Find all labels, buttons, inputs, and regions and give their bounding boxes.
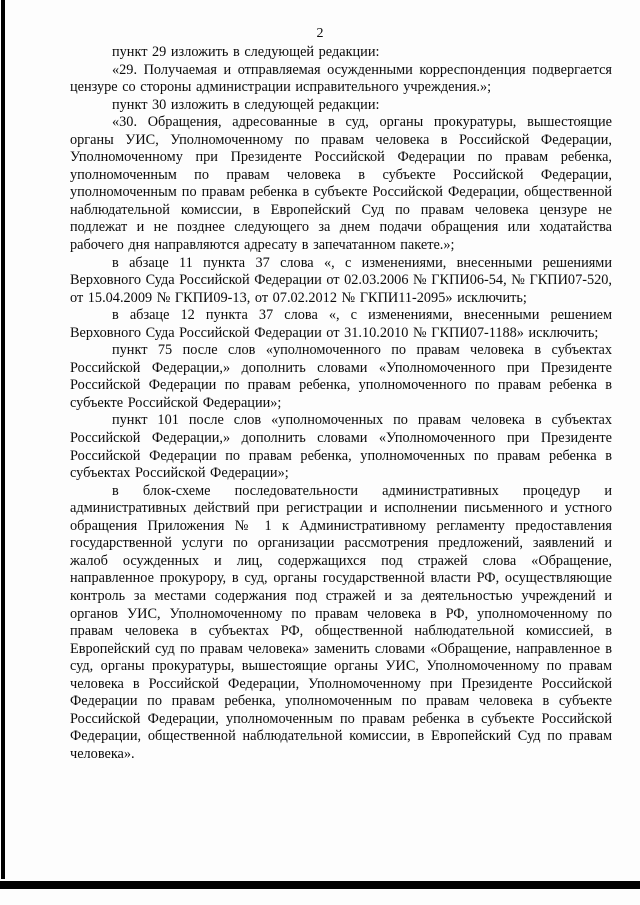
- scan-artifact-bottom-edge: [0, 881, 640, 889]
- paragraph: в блок-схеме последовательности административных процедур и административных действий при регистрации и исполнении письменного и устного обращения Приложения № 1 к Административному регламенту предоставления государственной услуги по организации рассмотрения предложений, заявлений и жалоб осужденных и лиц, содержащихся под стражей слова «Обращение, направленное прокурору, в суд, органы государственной власти РФ, осуществляющие контроль за местами содержания под стражей и за деятельностью учреждений и органов УИС, Уполномоченному по правам человека в РФ, уполномоченному по правам человека в субъектах РФ, общественной наблюдательной комиссией, в Европейский суд по правам человека» заменить словами «Обращение, направленное в суд, органы прокуратуры, вышестоящие органы УИС, Уполномоченному по правам человека в Российской Федерации, Уполномоченному при Президенте Российской Федерации по правам ребенка, уполномоченным по правам человека в субъекте Российской Федерации, уполномоченным по правам ребенка в субъекте Российской Федерации, общественной наблюдательной комиссии, в Европейский Суд по правам человека».: [70, 482, 612, 762]
- paragraph: в абзаце 12 пункта 37 слова «, с изменениями, внесенными решением Верховного Суда Российской Федерации от 31.10.2010 № ГКПИ07-1188» исключить;: [70, 307, 612, 341]
- paragraph: «30. Обращения, адресованные в суд, органы прокуратуры, вышестоящие органы УИС, Уполномоченному по правам человека в Российской Федерации, Уполномоченному при Президенте Российской Федерации по правам ребенка, уполномоченным по правам человека в субъекте Российской Федерации, уполномоченным по правам ребенка в субъекте Российской Федерации, общественной наблюдательной комиссии, в Европейский Суд по правам человека цензуре не подлежат и не позднее следующего за днем подачи обращения или ходатайства рабочего дня направляются адресату в запечатанном пакете.»;: [70, 114, 612, 254]
- paragraph: «29. Получаемая и отправляемая осужденными корреспонденция подвергается цензуре со стороны администрации исправительного учреждения.»;: [70, 61, 612, 96]
- page-number: 2: [316, 26, 324, 41]
- document-body: [70, 44, 612, 763]
- paragraph: пункт 30 изложить в следующей редакции:: [112, 96, 380, 113]
- paragraph: в абзаце 11 пункта 37 слова «, с изменениями, внесенными решениями Верховного Суда Российской Федерации от 02.03.2006 № ГКПИ06-54, № ГКПИ07-520, от 15.04.2009 № ГКПИ09-13, от 07.02.2012 № ГКПИ11-2095» исключить;: [70, 254, 612, 306]
- paragraph: пункт 29 изложить в следующей редакции:: [112, 44, 380, 60]
- scan-artifact-left-edge: [1, 0, 5, 879]
- paragraph: пункт 75 после слов «уполномоченного по правам человека в субъектах Российской Федерации,» дополнить словами «Уполномоченного при Президенте Российской Федерации по правам ребенка, уполномоченного по правам ребенка в субъекте Российской Федерации»;: [70, 342, 612, 411]
- paragraph: пункт 101 после слов «уполномоченных по правам человека в субъектах Российской Федерации,» дополнить словами «Уполномоченного при Президенте Российской Федерации по правам ребенка, уполномоченных по правам ребенка в субъектах Российской Федерации»;: [70, 412, 612, 482]
